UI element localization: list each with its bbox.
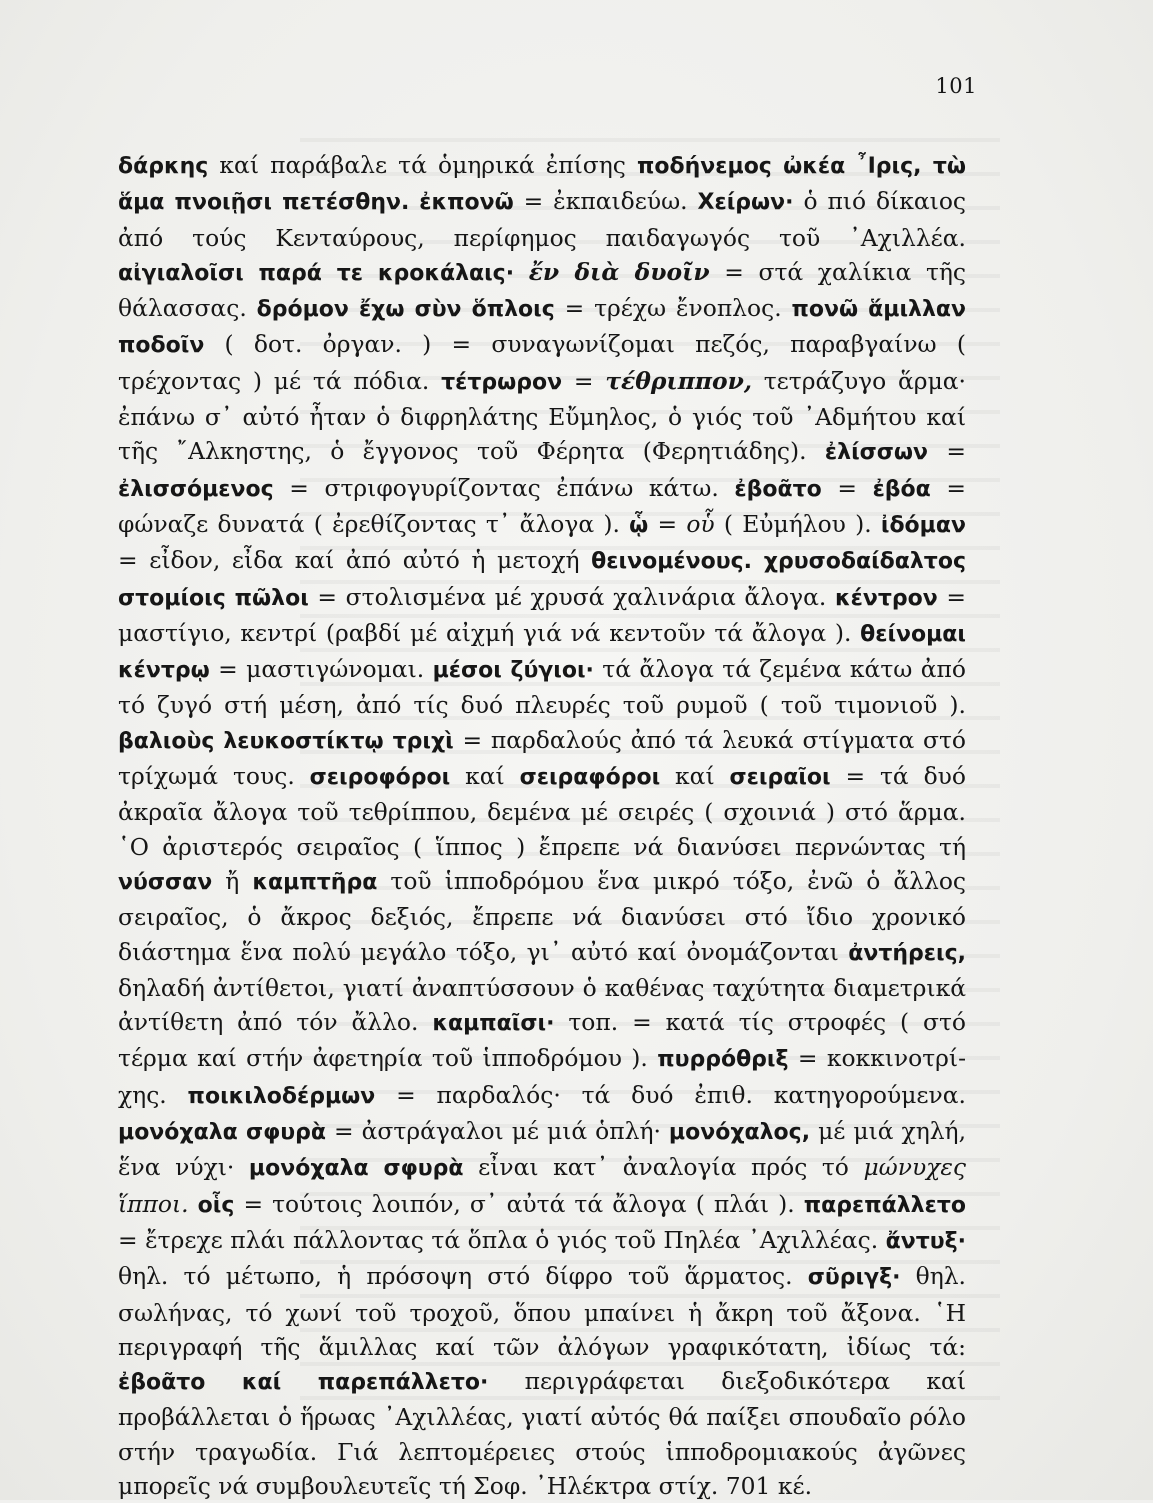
lemma: ἐβόα bbox=[872, 476, 931, 502]
gloss: = τρέχω ἔνοπλος. bbox=[554, 294, 792, 323]
gloss: = φώναζε δυνατά ( ἐρεθίζοντας τ᾿ ἄλογα ). bbox=[118, 473, 966, 538]
lemma: ἰδόμαν bbox=[880, 512, 966, 538]
lemma: κέντρον bbox=[834, 585, 938, 611]
lemma: τέτρωρον bbox=[441, 369, 563, 395]
gloss: = κοκκινοτρίχης. bbox=[118, 1044, 967, 1109]
lemma: ἐλισσόμενος bbox=[118, 476, 274, 502]
lemma: ποδήνεμος ὠκέα ῏Ιρις, τὼ ἅμα πνοιῇσι πετέσθην. bbox=[118, 154, 966, 216]
gloss: τοῦ ἱπποδρόμου ἕνα μικρό τόξο, ἐνῶ ὁ ἄλλος σειραῖος, ὁ ἄκρος δεξιός, ἔπρεπε νά διανύσει στό ἴδιο χρονικό διάστημα ἕνα πολύ μεγάλο τόξο, γι᾿ αὐτό καί ὀνομάζονται bbox=[118, 866, 966, 966]
gloss: θηλ. τό μέτωπο, ἡ πρόσοψη στό δίφρο τοῦ ἅρματος. bbox=[118, 1262, 808, 1291]
gloss: = μαστίγιο, κεντρί (ραβδί μέ αἰχμή γιά νά κεντοῦν τά ἄλογα ). bbox=[118, 582, 966, 647]
lemma: ᾧ bbox=[629, 512, 649, 538]
italic-term: μώνυχες ἵπποι. bbox=[118, 1153, 966, 1218]
lemma-italic: τέθριππον, bbox=[605, 366, 752, 395]
lemma: μονόχαλος, bbox=[668, 1120, 811, 1146]
gloss: = τά δυό ἀκραῖα ἄλογα τοῦ τεθρίππου, δεμένα μέ σειρές ( σχοινιά ) στό ἅρμα. ῾Ο ἀριστερός σειραῖος ( ἵππος ) ἔπρεπε νά διανύσει περνώντας τή bbox=[118, 762, 966, 861]
lemma: νύσσαν bbox=[118, 869, 213, 895]
gloss: = bbox=[648, 509, 687, 538]
lemma-italic: ἔν διὰ δυοῖν bbox=[528, 257, 710, 286]
gloss: μέ μιά χηλή, ἕνα νύχι· bbox=[118, 1117, 967, 1182]
lemma: Χείρων· bbox=[697, 190, 794, 216]
gloss: καί bbox=[660, 762, 730, 791]
gloss: = εἶδον, εἶδα καί ἀπό αὐτό ἡ μετοχή bbox=[118, 546, 592, 575]
lemma: σειροφόροι bbox=[309, 765, 451, 791]
lemma: σειραφόροι bbox=[519, 765, 661, 791]
gloss: ( δοτ. ὀργαν. ) = συναγωνίζομαι πεζός, παραβγαίνω ( τρέχοντας ) μέ τά πόδια. bbox=[118, 330, 966, 395]
gloss bbox=[409, 187, 419, 215]
lemma: αἰγιαλοῖσι παρά τε κροκάλαις· bbox=[118, 260, 515, 286]
lemma: ἄντυξ· bbox=[885, 1228, 966, 1254]
gloss bbox=[514, 258, 529, 286]
lemma: ποικιλοδέρμων bbox=[187, 1083, 376, 1109]
italic-term: οὗ bbox=[686, 509, 715, 538]
gloss: = στριφογυρίζοντας ἐπάνω κάτω. bbox=[273, 473, 735, 502]
lemma: παρεπάλλετο bbox=[803, 1192, 967, 1218]
commentary-paragraph bbox=[118, 148, 966, 1503]
gloss: = στολισμένα μέ χρυσά χαλινάρια ἄλογα. bbox=[308, 582, 835, 611]
gloss: = μαστιγώνομαι. bbox=[209, 655, 433, 684]
gloss: = bbox=[562, 366, 606, 395]
lemma: καμπτῆρα bbox=[252, 869, 378, 895]
gloss: = τούτοις λοιπόν, σ᾿ αὐτά τά ἄλογα ( πλάι ). bbox=[234, 1189, 804, 1218]
lemma: θείνομαι κέντρῳ bbox=[118, 621, 966, 684]
gloss: εἶναι κατ᾿ ἀναλογία πρός τό bbox=[463, 1153, 864, 1182]
lemma: ἐβοᾶτο bbox=[734, 476, 822, 502]
gloss: = παρδαλούς ἀπό τά λευκά στίγματα στό τρίχωμά τους. bbox=[118, 725, 967, 791]
lemma: οἷς bbox=[197, 1192, 235, 1218]
lemma: μέσοι ζύγιοι· bbox=[432, 658, 594, 684]
page-number: 101 bbox=[935, 74, 977, 98]
gloss: δηλαδή ἀντίθετοι, γιατί ἀναπτύσσουν ὁ καθένας ταχύτητα διαμετρικά ἀντίθετη ἀπό τόν ἄλλο. bbox=[118, 973, 966, 1037]
lemma: ἐκπονῶ bbox=[419, 190, 514, 216]
lemma: ἀντήρεις, bbox=[848, 940, 966, 966]
lemma: σειραῖοι bbox=[729, 765, 831, 791]
lemma: πονῶ ἅμιλλαν ποδοῖν bbox=[118, 297, 966, 359]
gloss: ( Εὐμήλου ). bbox=[714, 509, 881, 538]
lemma: ἐβοᾶτο καί παρεπάλλετο· bbox=[118, 1370, 489, 1396]
gloss: = ἀστράγαλοι μέ μιά ὁπλή· bbox=[326, 1117, 669, 1146]
lemma: μονόχαλα σφυρὰ bbox=[118, 1120, 327, 1146]
lemma: βαλιοὺς λευκοστίκτῳ τριχὶ bbox=[118, 728, 454, 754]
gloss: περιγράφεται διεξοδικότερα καί προβάλλεται ὁ ἥρωας ᾿Αχιλλέας, γιατί αὐτός θά παίξει σπουδαῖο ρόλο στήν τραγωδία. Γιά λεπτομέρειες στούς ἱπποδρομιακούς ἀγῶνες μπορεῖς νά συμβουλευτεῖς τή Σοφ. ᾿Ηλέκτρα στίχ. 701 κέ. bbox=[118, 1367, 966, 1500]
gloss bbox=[189, 1190, 198, 1218]
gloss: = bbox=[928, 437, 966, 466]
gloss: = παρδαλός· τά δυό ἐπιθ. κατηγορούμενα. bbox=[375, 1080, 966, 1109]
gloss: = στά χαλίκια τῆς θάλασσας. bbox=[118, 257, 967, 323]
gloss: τά ἄλογα τά ζεμένα κάτω ἀπό τό ζυγό στή μέση, ἀπό τίς δυό πλευρές τοῦ ρυμοῦ ( τοῦ τιμονιοῦ ). bbox=[118, 655, 966, 720]
gloss: ὁ πιό δίκαιος ἀπό τούς Κενταύρους, περίφημος παιδαγωγός τοῦ ᾿Αχιλλέα. bbox=[118, 187, 967, 252]
gloss: θηλ. σωλήνας, τό χωνί τοῦ τροχοῦ, ὅπου μπαίνει ἡ ἄκρη τοῦ ἄξονα. ῾Η περιγραφή τῆς ἅμιλλας καί τῶν ἀλόγων γραφικότατη, ἰδίως τά: bbox=[118, 1262, 966, 1361]
lemma: μονόχαλα σφυρὰ bbox=[248, 1156, 464, 1182]
gloss: τετράζυγο ἅρμα· ἐπάνω σ᾿ αὐτό ἦταν ὁ διφρηλάτης Εὔμηλος, ὁ γιός τοῦ ᾿Αδμήτου καί τῆς ῎Αλκηστης, ὁ ἔγγονος τοῦ Φέρητα (Φερητιάδης). bbox=[118, 366, 966, 466]
lemma: καμπαῖσι· bbox=[432, 1011, 555, 1037]
gloss: τοπ. = κατά τίς στροφές ( στό τέρμα καί στήν ἀφετηρία τοῦ ἱπποδρόμου ). bbox=[118, 1008, 966, 1073]
lemma: σῦριγξ· bbox=[807, 1265, 901, 1291]
lemma: ἐλίσσων bbox=[824, 440, 929, 466]
gloss: καί παράβαλε τά ὁμηρικά ἐπίσης bbox=[208, 151, 637, 179]
lemma: δάρκης bbox=[118, 154, 209, 179]
lemma: θεινομένους. χρυσοδαίδαλτος στομίοις πῶλοι bbox=[118, 549, 966, 611]
gloss: καί bbox=[450, 762, 520, 791]
gloss: = ἐκπαιδεύω. bbox=[513, 187, 698, 216]
lemma: δρόμον ἔχω σὺν ὅπλοις bbox=[256, 297, 555, 323]
gloss: ἤ bbox=[212, 866, 253, 895]
gloss: = ἔτρεχε πλάι πάλλοντας τά ὅπλα ὁ γιός τοῦ Πηλέα ᾿Αχιλλέας. bbox=[118, 1225, 886, 1254]
lemma: πυρρόθριξ bbox=[657, 1047, 789, 1073]
gloss: = bbox=[821, 473, 873, 502]
